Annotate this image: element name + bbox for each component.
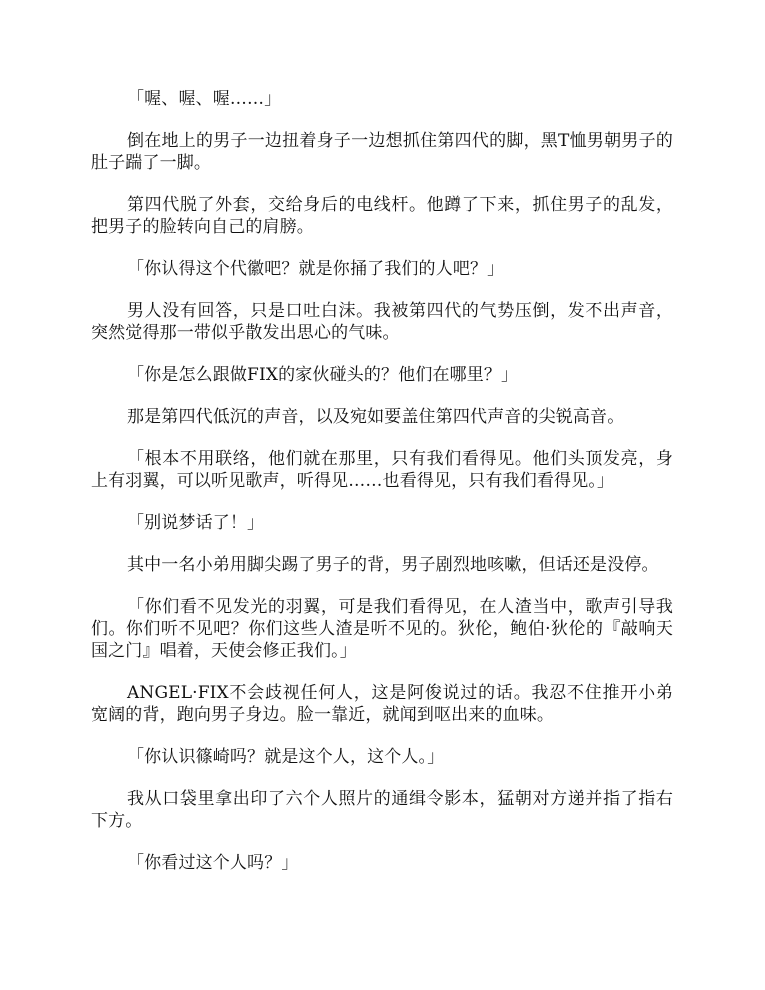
- paragraph: 「你认得这个代徽吧？就是你捅了我们的人吧？」: [127, 259, 505, 279]
- paragraph: 「根本不用联络，他们就在那里，只有我们看得见。他们头顶发亮，身上有羽翼，可以听见歌声，听得见……也看得见，只有我们看得见。」: [91, 449, 673, 491]
- paragraph: 「喔、喔、喔……」: [127, 89, 282, 109]
- document-page: [91, 88, 673, 894]
- paragraph: 第四代脱了外套，交给身后的电线杆。他蹲了下来，抓住男子的乱发，把男子的脸转向自己的肩膀。: [91, 195, 673, 237]
- paragraph: 男人没有回答，只是口吐白沫。我被第四代的气势压倒，发不出声音，突然觉得那一带似乎散发出思心的气味。: [91, 301, 673, 343]
- paragraph: 其中一名小弟用脚尖踢了男子的背，男子剧烈地咳嗽，但话还是没停。: [127, 555, 659, 575]
- paragraph: 「你是怎么跟做FIX的家伙碰头的？他们在哪里？」: [127, 365, 519, 385]
- paragraph: 「你们看不见发光的羽翼，可是我们看得见，在人渣当中，歌声引导我们。你们听不见吧？你们这些人渣是听不见的。狄伦，鲍伯·狄伦的『敲响天国之门』唱着，天使会修正我们。」: [91, 597, 673, 661]
- paragraph: 「你认识篠崎吗？就是这个人，这个人。」: [127, 747, 445, 767]
- paragraph: 我从口袋里拿出印了六个人照片的通缉令影本，猛朝对方递并指了指右下方。: [91, 789, 673, 831]
- paragraph: ANGEL·FIX不会歧视任何人，这是阿俊说过的话。我忍不住推开小弟宽阔的背，跑向男子身边。脸一靠近，就闻到呕出来的血味。: [91, 683, 673, 725]
- paragraph: 那是第四代低沉的声音，以及宛如要盖住第四代声音的尖锐高音。: [127, 407, 625, 427]
- paragraph: 倒在地上的男子一边扭着身子一边想抓住第四代的脚，黑T恤男朝男子的肚子踹了一脚。: [91, 131, 673, 173]
- paragraph: 「你看过这个人吗？」: [127, 853, 299, 873]
- paragraph: 「别说梦话了！」: [127, 513, 265, 533]
